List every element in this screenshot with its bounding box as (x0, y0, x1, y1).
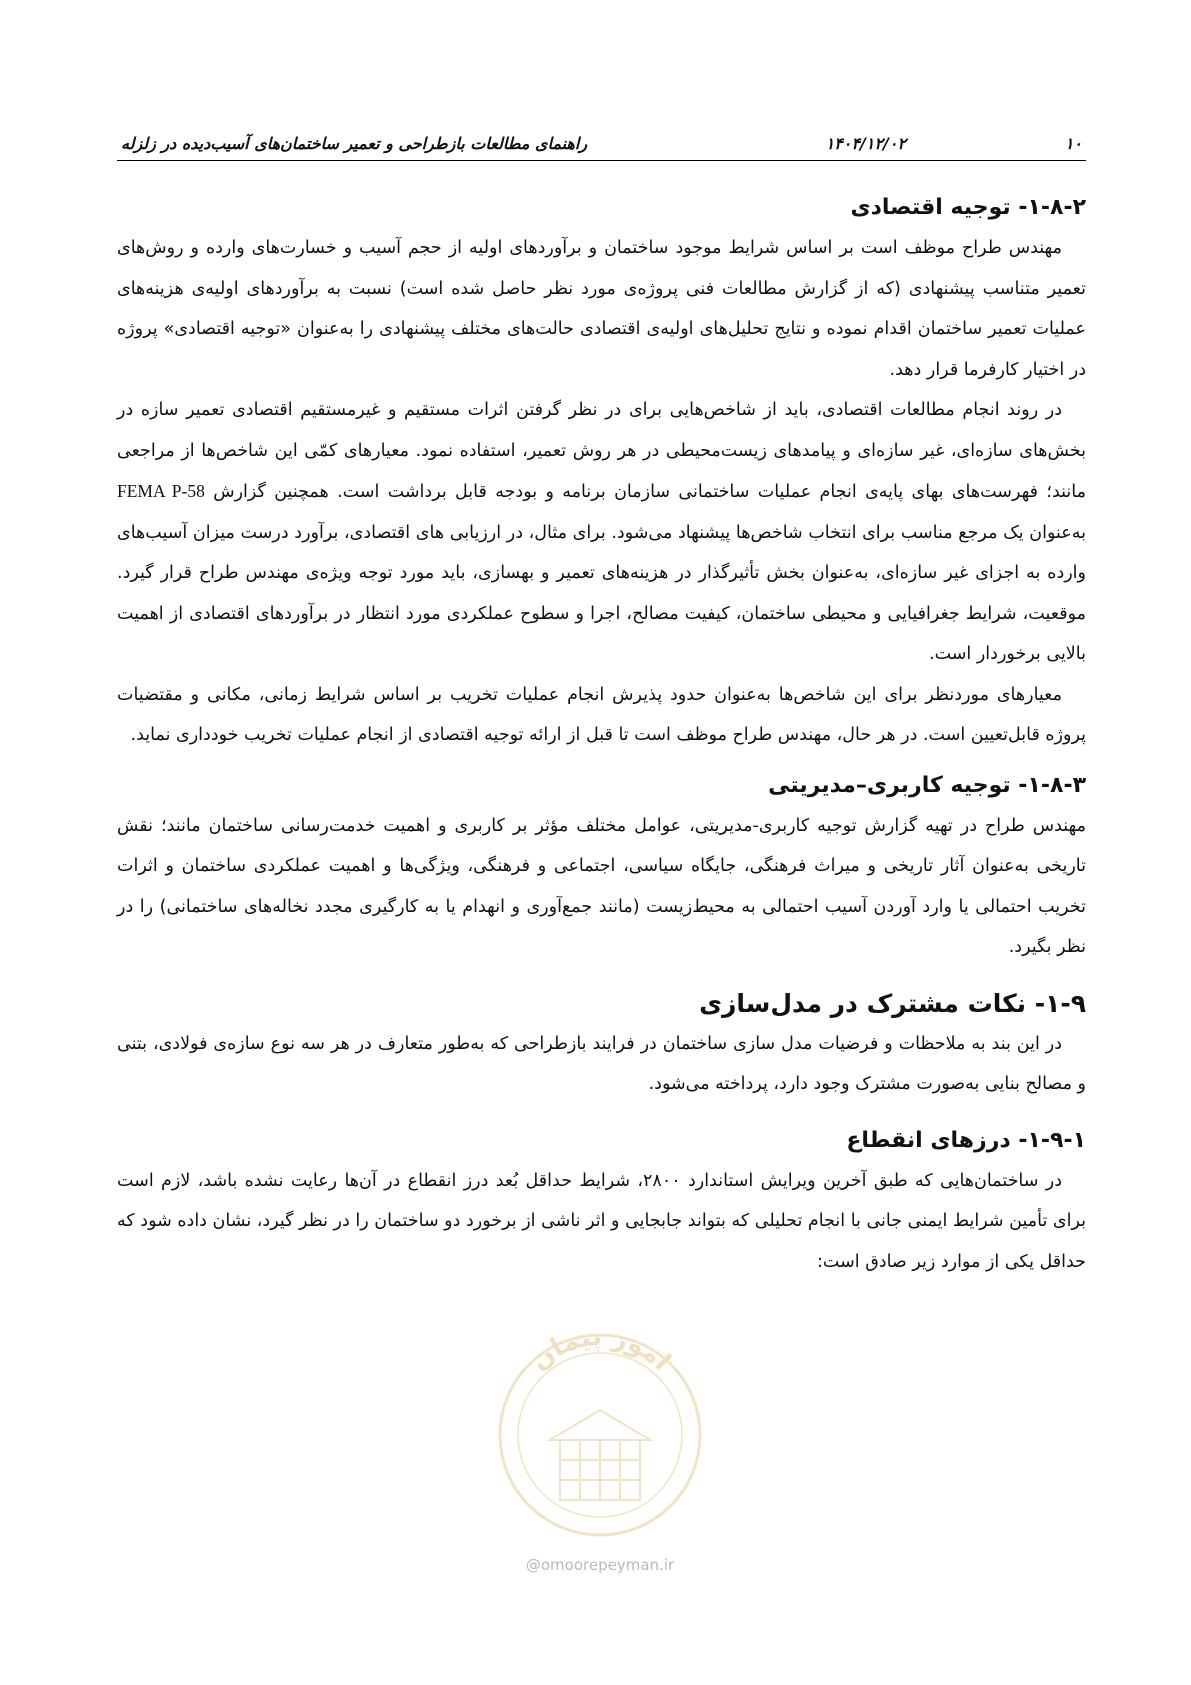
section-heading-modeling: ۱-۹- نکات مشترک در مدل‌سازی (699, 988, 1086, 1018)
header-title: راهنمای مطالعات بازطراحی و تعمیر ساختمان‌های آسیب‌دیده در زلزله (121, 134, 588, 153)
header-date: ۱۴۰۴/۱۲/۰۲ (825, 134, 906, 153)
paragraph-text: به‌عنوان یک مرجع مناسب برای انتخاب شاخص‌ها پیشنهاد می‌شود. برای مثال، در ارزیابی های اقتصادی، برآورد درست میزان آسیب‌های وارده به اجزای غیر سازه‌ای، به‌عنوان بخش تأثیرگذار در هزینه‌های تعمیر و بهسازی، باید مورد توجه ویژه‌ی مهندس طراح قرار گیرد. موقعیت، شرایط جغرافیایی و محیطی ساختمان، کیفیت مصالح، اجرا و سطوح عملکردی مورد انتظار در برآوردهای اقتصادی از اهمیت بالایی برخوردار است. (117, 522, 1086, 664)
paragraph: مهندس طراح در تهیه گزارش توجیه کاربری-مدیریتی، عوامل مختلف مؤثر بر کاربری و اهمیت خدمت‌رسانی ساختمان مانند؛ نقش تاریخی به‌عنوان آثار تاریخی و میراث فرهنگی، جایگاه سیاسی، اجتماعی و فرهنگی، ویژگی‌ها و اهمیت عملکردی ساختمان و اثرات تخریب احتمالی یا وارد آوردن آسیب احتمالی به محیط‌زیست (مانند جمع‌آوری و انهدام یا به کارگیری مجدد نخاله‌های ساختمانی) را در نظر بگیرد. (117, 815, 1086, 957)
paragraph: معیارهای موردنظر برای این شاخص‌ها به‌عنوان حدود پذیرش انجام عملیات تخریب بر اساس شرایط زمانی، مکانی و مقتضیات پروژه قابل‌تعیین است. در هر حال، مهندس طراح موظف است تا قبل از ارائه توجیه اقتصادی از انجام عملیات تخریب خودداری نماید. (117, 684, 1086, 745)
page-body (117, 188, 1086, 1282)
section-heading-separation-gaps: ۱-۹-۱- درزهای انقطاع (846, 1127, 1086, 1153)
paragraph (117, 390, 1086, 675)
section-heading-economic: ۱-۸-۲- توجیه اقتصادی (850, 195, 1086, 220)
section-heading-usage: ۱-۸-۳- توجیه کاربری–مدیریتی (768, 772, 1086, 798)
watermark-url: @omoorepeyman.ir (525, 1556, 675, 1574)
page-number: ۱۰ (1064, 134, 1082, 153)
running-header (117, 132, 1086, 161)
watermark-logo-icon (490, 1315, 710, 1595)
paragraph-text: در روند انجام مطالعات اقتصادی، باید از شاخص‌هایی برای در نظر گرفتن اثرات مستقیم و غیرمستقیم اقتصادی تعمیر سازه در بخش‌های سازه‌ای، غیر سازه‌ای و پیامدهای زیست‌محیطی در هر روش تعمیر، استفاده نمود. معیارهای کمّی این شاخص‌ها از مراجعی مانند؛ فهرست‌های بهای پایه‌ی انجام عملیات ساختمانی سازمان برنامه و بودجه قابل برداشت است. همچنین گزارش (117, 400, 1086, 502)
paragraph: مهندس طراح موظف است بر اساس شرایط موجود ساختمان و برآوردهای اولیه از حجم آسیب و خسارت‌های وارده و روش‌های تعمیر متناسب پیشنهادی (که از گزارش مطالعات فنی پروژه‌ی مورد نظر حاصل شده است) نسبت به برآوردهای اولیه‌ی هزینه‌های عملیات تعمیر ساختمان اقدام نموده و نتایج تحلیل‌های اولیه‌ی اقتصادی حالت‌های مختلف پیشنهادی را به‌عنوان «توجیه اقتصادی» پروژه در اختیار کارفرما قرار دهد. (117, 238, 1086, 380)
svg-text:امور پیمان (525, 1322, 677, 1377)
paragraph: در این بند به ملاحظات و فرضیات مدل سازی ساختمان در فرایند بازطراحی که به‌طور متعارف در هر سه نوع سازه‌ی فولادی، بتنی و مصالح بنایی به‌صورت مشترک وجود دارد، پرداخته می‌شود. (117, 1033, 1086, 1094)
watermark-logo-text: امور پیمان (524, 1321, 677, 1377)
latin-reference: FEMA P-58 (117, 481, 205, 501)
paragraph: در ساختمان‌هایی که طبق آخرین ویرایش استاندارد ۲۸۰۰، شرایط حداقل بُعد درز انقطاع در آن‌ها رعایت نشده باشد، لازم است برای تأمین شرایط ایمنی جانی با انجام تحلیلی که بتواند جابجایی و اثر ناشی از برخورد دو ساختمان را در نظر گیرد، نشان داده شود که حداقل یکی از موارد زیر صادق است: (117, 1170, 1086, 1272)
